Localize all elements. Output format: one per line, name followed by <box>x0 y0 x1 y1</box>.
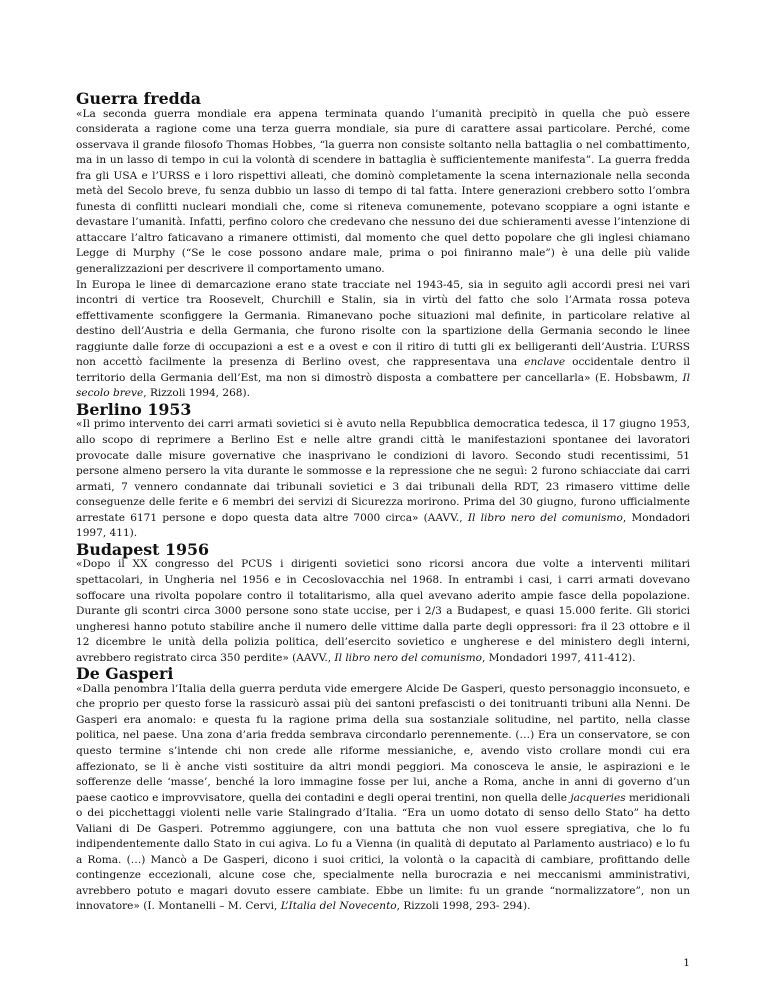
paragraph <box>76 417 690 541</box>
page-number: 1 <box>683 957 690 969</box>
paragraph <box>76 557 690 666</box>
italic-text-run: enclave <box>524 356 566 369</box>
text-run: meridionali o dei picchettaggi violenti nelle varie Stalingrado d’Italia. “Era un uomo dotato di senso dello Stato” ha detto Valiani di De Gasperi. Potremmo aggiungere, con una battuta che non vuol essere spregiativa, che lo fu indipendentemente dallo Stato in cui agiva. Lo fu a Vienna (in qualità di deputato al Parlamento austriaco) e lo fu a Roma. (…) Mancò a De Gasperi, dicono i suoi critici, la volontà o la capacità di cambiare, profittando delle contingenze eccezionali, alcune cose che, specialmente nella burocrazia e nei meccanismi amministrativi, avrebbero potuto e magari dovuto essere cambiate. Ebbe un limite: fu un grande “normalizzatore”, non un innovatore» (I. Montanelli – M. Cervi, <box>76 791 690 913</box>
paragraph <box>76 107 690 278</box>
italic-text-run: jacqueries <box>570 791 626 804</box>
document-body <box>76 91 690 915</box>
text-run: , Mondadori 1997, 411-412). <box>482 651 636 664</box>
section-title-berlino-1953: Berlino 1953 <box>76 399 192 419</box>
section-title-de-gasperi: De Gasperi <box>76 664 174 684</box>
text-run: occidentale dentro il territorio della Germania dell’Est, ma non si dimostrò disposta a combattere per cancellarla» (E. Hobsbawm, <box>76 356 690 384</box>
text-run: , Rizzoli 1994, 268). <box>143 387 250 400</box>
text-run: «La seconda guerra mondiale era appena terminata quando l’umanità precipitò in quella che può essere considerata a ragione come una terza guerra mondiale, sia pure di carattere assai particolare. Perché, come osservava il grande filosofo Thomas Hobbes, “la guerra non consiste soltanto nella battaglia o nel combattimento, ma in un lasso di tempo in cui la volontà di scendere in battaglia è sufficientemente manifesta”. La guerra fredda fra gli USA e l’URSS e i loro rispettivi alleati, che dominò completamente la scena internazionale nella seconda metà del Secolo breve, fu senza dubbio un lasso di tempo di tal fatta. Intere generazioni crebbero sotto l’ombra funesta di conflitti nucleari mondiali che, come si riteneva comunemente, potevano scoppiare a ogni istante e devastare l’umanità. Infatti, perfino coloro che credevano che nessuno dei due schieramenti avesse l’intenzione di attaccare l’altro faticavano a rimanere ottimisti, dal momento che quel detto popolare che gli inglesi chiamano Legge di Murphy (“Se le cose possono andare male, prima o poi finiranno male”) è una delle più valide generalizzazioni per descrivere il comportamento umano. <box>76 107 690 276</box>
text-run: , Mondadori 1997, 411). <box>76 511 690 540</box>
section-title-guerra-fredda: Guerra fredda <box>76 89 202 108</box>
text-run: «Il primo intervento dei carri armati sovietici si è avuto nella Repubblica democratica tedesca, il 17 giugno 1953, allo scopo di reprimere a Berlino Est e nelle altre grandi città le manifestazioni spontanee dei lavoratori provocate dalle misure governative che inasprivano le condizioni di lavoro. Secondo studi recentissimi, 51 persone almeno persero la vita durante le sommosse e la repressione che ne seguì: 2 furono schiacciate dai carri armati, 7 vennero condannate dai tribunali sovietici e 3 dai tribunali della RDT, 23 rimasero vittime delle conseguenze delle ferite e 6 membri dei servizi di Sicurezza morirono. Prima del 30 giugno, furono ufficialmente arrestate 6171 persone e dopo questa data altre 7000 circa» (AAVV., <box>76 418 690 524</box>
section-title-budapest-1956: Budapest 1956 <box>76 539 210 559</box>
text-run: «Dalla penombra l’Italia della guerra perduta vide emergere Alcide De Gasperi, questo personaggio inconsueto, e che proprio per questo forse la rassicurò assai più dei santoni prefascisti o dei tonitruanti tribuni alla Nenni. De Gasperi era anomalo: e questa fu la ragione prima della sua sostanziale solitudine, nel partito, nella classe politica, nel paese. Una zona d’aria fredda sembrava circondarlo perennemente. (…) Era un conservatore, se con questo termine s’intende chi non crede alle riforme messianiche, e, avendo visto crollare mondi cui era affezionato, se li è anche visti sostituire da altri mondi peggiori. Ma conosceva le ansie, le aspirazioni e le sofferenze delle ‘masse’, benché la loro immagine fosse per lui, anche a Roma, anche in anni di governo d’un paese caotico e improvvisatore, quella dei contadini e degli operai trentini, non quella delle <box>76 682 690 804</box>
italic-text-run: Il libro nero del comunismo <box>334 651 483 664</box>
italic-text-run: L’Italia del Novecento <box>280 900 397 913</box>
paragraph <box>76 278 690 402</box>
italic-text-run: Il libro nero del comunismo <box>467 511 623 524</box>
text-run: In Europa le linee di demarcazione erano state tracciate nel 1943-45, sia in seguito agli accordi presi nei vari incontri di vertice tra Roosevelt, Churchill e Stalin, sia in virtù del fatto che solo l’Armata rossa poteva effettivamente sconfiggere la Germania. Rimanevano poche situazioni mal definite, in particolare relative al destino dell’Austria e della Germania, che furono risolte con la spartizione della Germania secondo le linee raggiunte dalle forze di occupazioni a est e a ovest e con il ritiro di tutti gli ex belligeranti dell’Austria. L’URSS non accettò facilmente la presenza di Berlino ovest, che rappresentava una <box>76 278 690 369</box>
text-run: , Rizzoli 1998, 293- 294). <box>396 900 531 913</box>
italic-text-run: Il secolo breve <box>76 371 690 400</box>
paragraph <box>76 682 690 915</box>
text-run: «Dopo il XX congresso del PCUS i dirigenti sovietici sono ricorsi ancora due volte a interventi militari spettacolari, in Ungheria nel 1956 e in Cecoslovacchia nel 1968. In entrambi i casi, i carri armati dovevano soffocare una rivolta popolare contro il totalitarismo, alla quel avevano aderito ampie fasce della popolazione. Durante gli scontri circa 3000 persone sono state uccise, per i 2/3 a Budapest, e quasi 15.000 ferite. Gli storici ungheresi hanno potuto stabilire anche il numero delle vittime dalla parte degli oppressori: fra il 23 ottobre e il 12 dicembre le unità della polizia politica, dell’esercito sovietico e ungherese e del ministero degli interni, avrebbero registrato circa 350 perdite» (AAVV., <box>76 558 690 664</box>
